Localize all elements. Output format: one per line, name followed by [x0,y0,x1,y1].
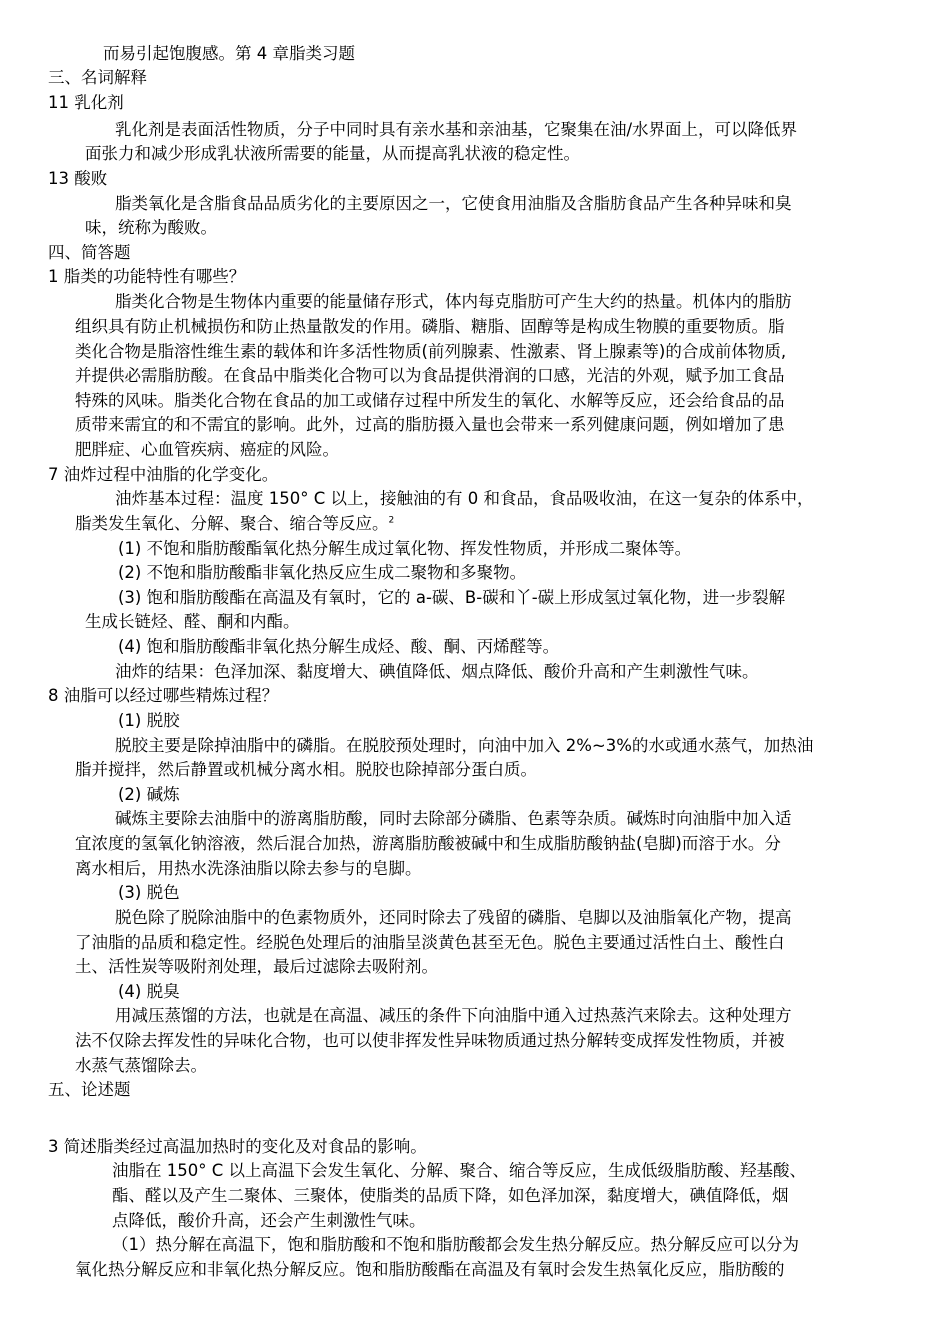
text-line: 脱色除了脱除油脂中的色素物质外，还同时除去了残留的磷脂、皂脚以及油脂氧化产物，提高 [115,908,792,927]
text-line: 油炸基本过程：温度 150° C 以上，接触油的有 0 和食品，食品吸收油，在这一复杂的体系中， [115,489,814,508]
question-heading: 7 油炸过程中油脂的化学变化。 [48,465,279,484]
text-line: 面张力和减少形成乳状液所需要的能量，从而提高乳状液的稳定性。 [85,144,580,163]
text-line: 离水相后，用热水洗涤油脂以除去参与的皂脚。 [75,859,422,878]
list-item: (2) 不饱和脂肪酸酯非氧化热反应生成二聚物和多聚物。 [118,563,527,582]
text-line: 脂类氧化是含脂食品品质劣化的主要原因之一，它使食用油脂及含脂肪食品产生各种异味和臭 [115,194,792,213]
text-line: 味，统称为酸败。 [85,218,217,237]
text-line: 油脂在 150° C 以上高温下会发生氧化、分解、聚合、缩合等反应，生成低级脂肪酸、羟基酸、 [112,1161,806,1180]
term-heading: 11 乳化剂 [48,93,124,112]
text-line: 脂类化合物是生物体内重要的能量储存形式，体内每克脂肪可产生大约的热量。机体内的脂肪 [115,292,792,311]
text-line: 脂并搅拌，然后静置或机械分离水相。脱胶也除掉部分蛋白质。 [75,760,537,779]
subheading: (3) 脱色 [118,883,180,902]
text-line: （1）热分解在高温下，饱和脂肪酸和不饱和脂肪酸都会发生热分解反应。热分解反应可以分为 [112,1235,799,1254]
question-heading: 3 简述脂类经过高温加热时的变化及对食品的影响。 [48,1137,427,1156]
text-line: 用减压蒸馏的方法，也就是在高温、减压的条件下向油脂中通入过热蒸汽来除去。这种处理方 [115,1006,792,1025]
text-line: 氧化热分解反应和非氧化热分解反应。饱和脂肪酸酯在高温及有氧时会发生热氧化反应，脂肪酸的 [75,1260,785,1279]
list-item: (4) 饱和脂肪酸酯非氧化热分解生成烃、酸、酮、丙烯醛等。 [118,637,560,656]
section-heading: 四、简答题 [48,243,131,262]
text-span: 脂类发生氧化、分解、聚合、缩合等反应。 [75,514,389,533]
text-line: 脱胶主要是除掉油脂中的磷脂。在脱胶预处理时，向油中加入 2%~3%的水或通水蒸气，加热油 [115,736,814,755]
text-line: 类化合物是脂溶性维生素的载体和许多活性物质(前列腺素、性激素、肾上腺素等)的合成前体物质, [75,342,787,361]
text-line: 特殊的风味。脂类化合物在食品的加工或储存过程中所发生的氧化、水解等反应，还会给食品的品 [75,391,785,410]
text-line: 碱炼主要除去油脂中的游离脂肪酸，同时去除部分磷脂、色素等杂质。碱炼时向油脂中加入适 [115,809,792,828]
subheading: (4) 脱臭 [118,982,180,1001]
text-line: 质带来需宜的和不需宜的影响。此外，过高的脂肪摄入量也会带来一系列健康问题，例如增加了患 [75,415,785,434]
section-heading: 五、论述题 [48,1080,131,1099]
text-line: 生成长链烃、醛、酮和内酯。 [85,612,300,631]
text-line: 并提供必需脂肪酸。在食品中脂类化合物可以为食品提供滑润的口感，光洁的外观，赋予加工食品 [75,366,785,385]
superscript: 2 [388,515,395,526]
text-line: 水蒸气蒸馏除去。 [75,1056,207,1075]
text-line: 法不仅除去挥发性的异味化合物，也可以使非挥发性异味物质通过热分解转变成挥发性物质，并被 [75,1031,785,1050]
text-line: 乳化剂是表面活性物质，分子中同时具有亲水基和亲油基，它聚集在油/水界面上，可以降低界 [115,120,798,139]
text-line: 肥胖症、心血管疾病、癌症的风险。 [75,440,339,459]
subheading: (2) 碱炼 [118,785,180,804]
list-item: (3) 饱和脂肪酸酯在高温及有氧时，它的 a-碳、B-碳和丫-碳上形成氢过氧化物，进一步裂解 [118,588,786,607]
question-heading: 1 脂类的功能特性有哪些？ [48,267,246,286]
text-line: 油炸的结果：色泽加深、黏度增大、碘值降低、烟点降低、酸价升高和产生刺激性气味。 [115,662,759,681]
section-heading: 三、名词解释 [48,68,147,87]
list-item: (1) 不饱和脂肪酸酯氧化热分解生成过氧化物、挥发性物质，并形成二聚体等。 [118,539,692,558]
text-line: 了油脂的品质和稳定性。经脱色处理后的油脂呈淡黄色甚至无色。脱色主要通过活性白土、酸性白 [75,933,785,952]
text-line: 点降低，酸价升高，还会产生刺激性气味。 [112,1211,426,1230]
question-heading: 8 油脂可以经过哪些精炼过程？ [48,686,279,705]
text-line: 组织具有防止机械损伤和防止热量散发的作用。磷脂、糖脂、固醇等是构成生物膜的重要物质。脂 [75,317,785,336]
text-line: 土、活性炭等吸附剂处理，最后过滤除去吸附剂。 [75,957,438,976]
term-heading: 13 酸败 [48,169,108,188]
text-line: 而易引起饱腹感。第 4 章脂类习题 [103,44,355,63]
text-line [75,512,394,537]
text-line: 酯、醛以及产生二聚体、三聚体，使脂类的品质下降，如色泽加深，黏度增大，碘值降低，烟 [112,1186,789,1205]
subheading: (1) 脱胶 [118,711,180,730]
text-line: 宜浓度的氢氧化钠溶液，然后混合加热，游离脂肪酸被碱中和生成脂肪酸钠盐(皂脚)而溶于水。分 [75,834,781,853]
